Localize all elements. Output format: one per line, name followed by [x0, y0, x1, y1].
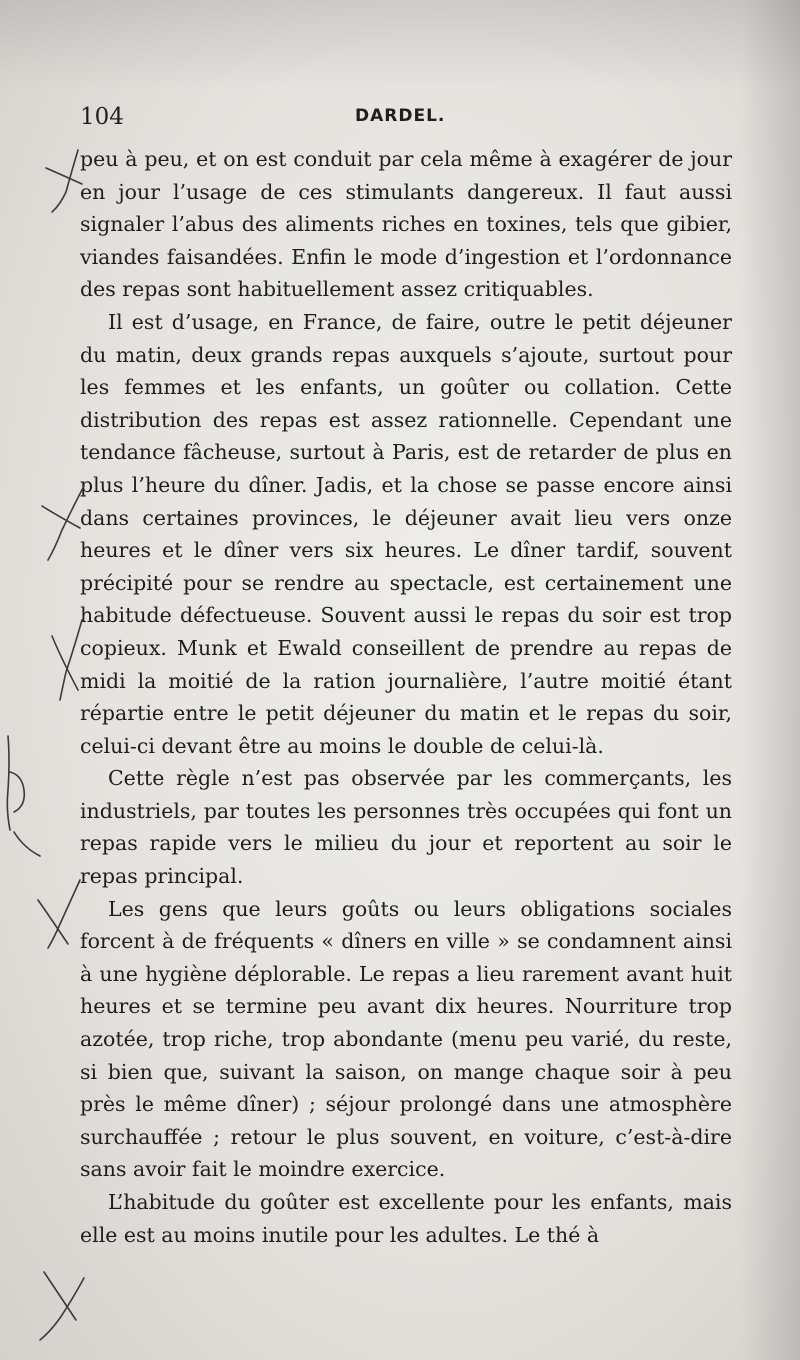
running-head: DARDEL.	[355, 106, 446, 126]
body-text	[80, 143, 732, 1251]
pencil-margin-bracket	[10, 772, 24, 812]
pencil-x-mark	[48, 880, 80, 948]
pencil-margin-bracket	[7, 736, 10, 830]
paragraph-gouter: L’habitude du goûter est excellente pour les enfants, mais elle est au moins inutile pour les adultes. Le thé à	[80, 1190, 732, 1247]
scan-shadow-top	[0, 0, 800, 90]
pencil-x-mark	[60, 620, 82, 700]
page-number: 104	[80, 104, 124, 130]
pencil-x-mark	[48, 486, 84, 560]
page-header	[80, 104, 740, 136]
paragraph-meal-customs: Il est d’usage, en France, de faire, outre le petit déjeuner du matin, deux grands repas auxquels s’ajoute, surtout pour les femmes et les enfants, un goûter ou collation. Cette distribution des repas est assez rationnelle. Cependant une tendance fâcheuse, surtout à Paris, est de retarder de plus en plus l’heure du dîner. Jadis, et la chose se passe encore ainsi dans certaines provinces, le déjeuner avait lieu vers onze heures et le dîner vers six heures. Le dîner tardif, souvent précipité pour se rendre au spectacle, est certainement une habitude défectueuse. Souvent aussi le repas du soir est trop copieux. Munk et Ewald conseillent de prendre au repas de midi la moitié de la ration journalière, l’autre moitié étant répartie entre le petit déjeuner du matin et le repas du soir, celui-ci devant être au moins le double de celui-là.	[80, 309, 732, 758]
paragraph-dinners-in-town: Les gens que leurs goûts ou leurs obligations sociales forcent à de fréquents « dîners en ville » se condamnent ainsi à une hygiène déplorable. Le repas a lieu rarement avant huit heures et se termine peu avant dix heures. Nourriture trop azotée, trop riche, trop abondante (menu peu varié, du reste, si bien que, suivant la saison, on mange chaque soir à peu près le même dîner) ; séjour prolongé dans une atmosphère surchauffée ; retour le plus souvent, en voiture, c’est-à-dire sans avoir fait le moindre exercice.	[80, 896, 732, 1182]
pencil-x-mark	[52, 636, 78, 690]
scan-shadow-right	[740, 0, 800, 1360]
pencil-x-mark	[46, 168, 82, 184]
pencil-x-mark	[52, 150, 78, 212]
paragraph-merchants: Cette règle n’est pas observée par les commerçants, les industriels, par toutes les personnes très occupées qui font un repas rapide vers le milieu du jour et reportent au soir le repas principal.	[80, 766, 732, 889]
paragraph-continued: peu à peu, et on est conduit par cela même à exagérer de jour en jour l’usage de ces stimulants dangereux. Il faut aussi signaler l’abus des aliments riches en toxines, tels que gibier, viandes faisandées. Enfin le mode d’ingestion et l’ordonnance des repas sont habituellement assez critiquables.	[80, 147, 732, 302]
pencil-x-mark	[44, 1272, 76, 1320]
pencil-margin-bracket	[14, 832, 40, 856]
pencil-x-mark	[42, 506, 80, 528]
pencil-x-mark	[38, 900, 68, 944]
pencil-x-mark	[40, 1278, 84, 1340]
